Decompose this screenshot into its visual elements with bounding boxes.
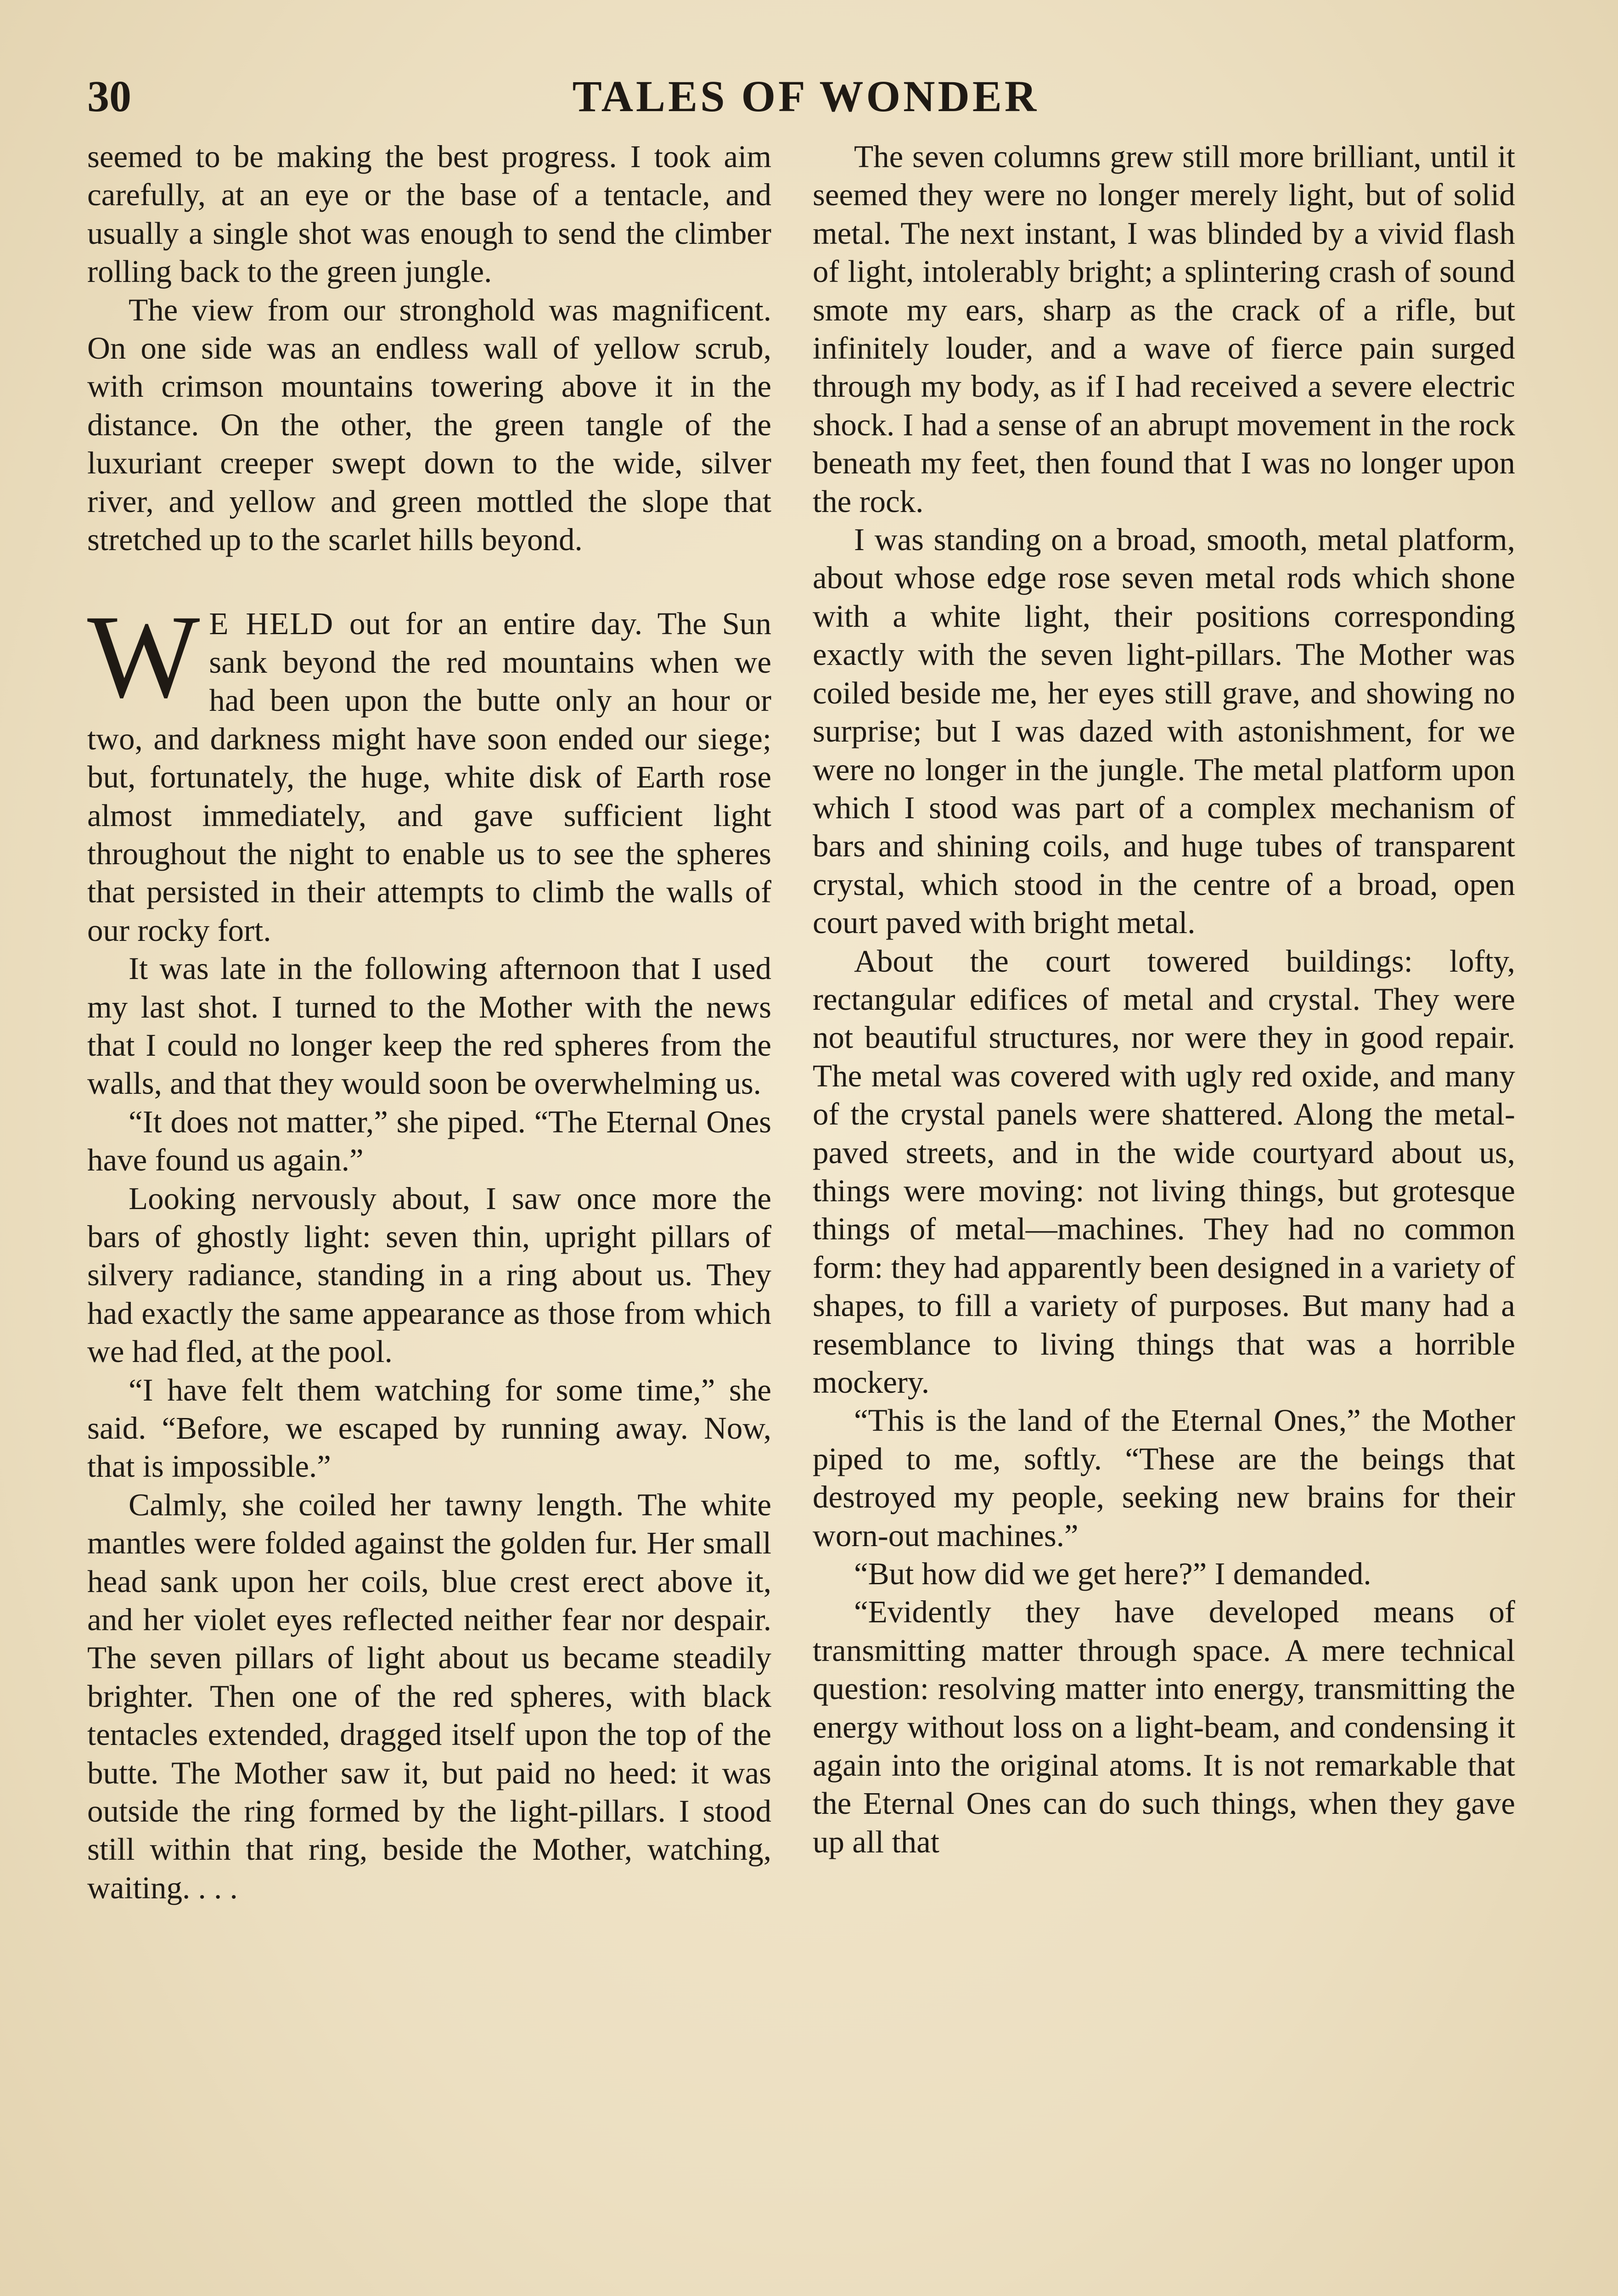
paragraph: “This is the land of the Eternal Ones,” the Mother piped to me, softly. “These are the beings that destroyed my people, seeking new brains for their worn-out machines.” — [813, 1403, 1515, 1553]
paragraph: I was standing on a broad, smooth, metal platform, about whose edge rose seven metal rods which shone with a white light, their positions corresponding exactly with the seven light-pillars. The Mother was coiled beside me, her eyes still grave, and showing no surprise; but I was dazed with astonishment, for we were no longer in the jungle. The metal platform upon which I stood was part of a complex mechanism of bars and shining coils, and huge tubes of transparent crystal, which stood in the centre of a broad, open court paved with bright metal. — [813, 522, 1515, 940]
paragraph: The seven columns grew still more brilliant, until it seemed they were no longer merely light, but of solid metal. The next instant, I was blinded by a vivid flash of light, intolerably bright; a splintering crash of sound smote my ears, sharp as the crack of a rifle, but infinitely louder, and a wave of fierce pain surged through my body, as if I had received a severe electric shock. I had a sense of an abrupt movement in the rock beneath my feet, then found that I was no longer upon the rock. — [813, 139, 1515, 519]
paragraph: seemed to be making the best progress. I took aim carefully, at an eye or the base of a tentacle, and usually a single shot was enough to send the climber rolling back to the green jungle. — [87, 139, 771, 289]
paragraph: “I have felt them watching for some time,” she said. “Before, we escaped by running away. Now, that is impossible.” — [87, 1372, 771, 1484]
page-number: 30 — [87, 72, 131, 121]
paragraph-text: out for an entire day. The Sun sank beyond the red mountains when we had been upon the butte only an hour or two, and darkness might have soon ended our siege; but, fortunately, the huge, white disk of Earth rose almost immediately, and gave sufficient light throughout the night to enable us to see the spheres that persisted in their attempts to climb the walls of our rocky fort. — [87, 606, 771, 948]
paragraph: About the court towered buildings: lofty, rectangular edifices of metal and crystal. They were not beautiful structures, nor were they in good repair. The metal was covered with ugly red oxide, and many of the crystal panels were shattered. Along the metal-paved streets, and in the wide courtyard about us, things were moving: not living things, but grotesque things of metal—machines. They had no common form: they had apparently been designed in a variety of shapes, to fill a variety of purposes. But many had a resemblance to living things that was a horrible mockery. — [813, 943, 1515, 1400]
opening-words: E HELD — [209, 606, 334, 642]
paragraph: The view from our stronghold was magnificent. On one side was an endless wall of yellow scrub, with crimson mountains towering above it in the distance. On the other, the green tangle of the luxuriant creeper swept down to the wide, silver river, and yellow and green mottled the slope that stretched up to the scarlet hills beyond. — [87, 292, 771, 557]
paragraph: Calmly, she coiled her tawny length. The white mantles were folded against the golden fur. Her small head sank upon her coils, blue crest erect above it, and her violet eyes reflected neither fear nor despair. The seven pillars of light about us became steadily brighter. Then one of the red spheres, with black tentacles extended, dragged itself upon the top of the butte. The Mother saw it, but paid no heed: it was outside the ring formed by the light-pillars. I stood still within that ring, beside the Mother, watching, waiting. . . . — [87, 1487, 771, 1905]
paragraph: It was late in the following afternoon that I used my last shot. I turned to the Mother with the news that I could no longer keep the red spheres from the walls, and that they would soon be overwhelming us. — [87, 951, 771, 1101]
paragraph: “Evidently they have developed means of transmitting matter through space. A mere technical question: resolving matter into energy, transmitting the energy without loss on a light-beam, and condensing it again into the original atoms. It is not remarkable that the Eternal Ones can do such things, when they gave up all that — [813, 1594, 1515, 1859]
left-column — [87, 138, 771, 1907]
section-opening-paragraph — [87, 591, 771, 950]
paragraph: “It does not matter,” she piped. “The Eternal Ones have found us again.” — [87, 1104, 771, 1178]
running-head — [83, 69, 1529, 124]
drop-cap: W — [87, 591, 200, 723]
right-column — [813, 138, 1515, 1861]
paragraph: Looking nervously about, I saw once more the bars of ghostly light: seven thin, upright pillars of silvery radiance, standing in a ring about us. They had exactly the same appearance as those from which we had fled, at the pool. — [87, 1181, 771, 1369]
page-title: TALES OF WONDER — [572, 72, 1039, 121]
paragraph: “But how did we get here?” I demanded. — [854, 1556, 1371, 1592]
